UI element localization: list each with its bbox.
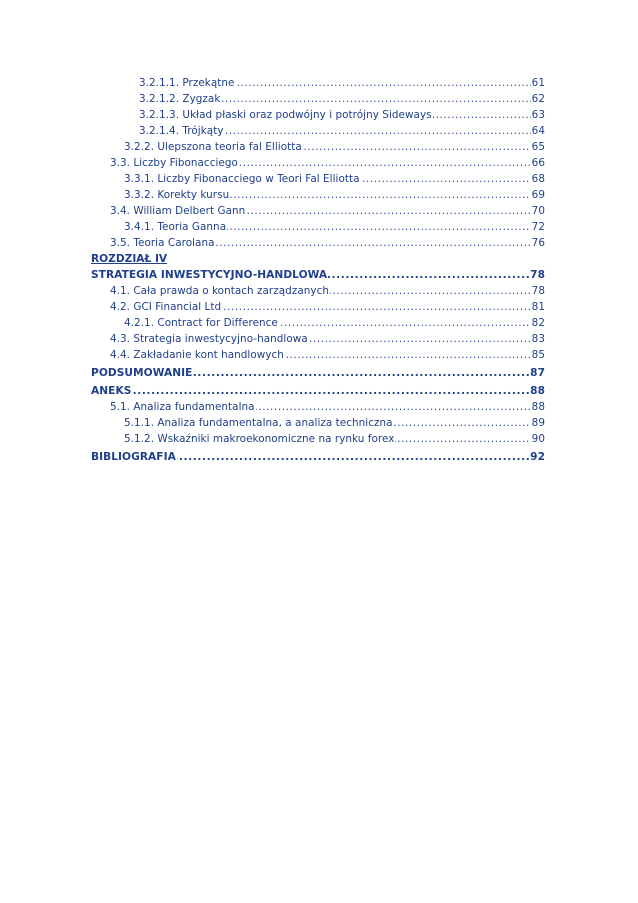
- toc-entry-3-4-1[interactable]: [124, 220, 545, 234]
- toc-entry-page: 82: [531, 317, 545, 329]
- toc-entry-3-5[interactable]: [110, 236, 545, 250]
- toc-entry-strategia[interactable]: [91, 268, 545, 282]
- toc-entry-title: ANEKS: [91, 385, 132, 397]
- toc-entry-page: 78: [531, 285, 545, 297]
- toc-chapter-heading[interactable]: [91, 252, 167, 266]
- toc-entry-page: 90: [531, 433, 545, 445]
- toc-entry-title: 3.2.1.2. Zygzak: [139, 93, 221, 105]
- toc-entry-3-2-1-3[interactable]: [139, 108, 545, 122]
- toc-entry-4-3[interactable]: [110, 332, 545, 346]
- toc-entry-title: 4.4. Zakładanie kont handlowych: [110, 349, 284, 361]
- toc-entry-title: BIBLIOGRAFIA: [91, 451, 176, 463]
- toc-entry-title: 4.2. GCI Financial Ltd: [110, 301, 222, 313]
- toc-entry-page: 89: [531, 417, 545, 429]
- toc-entry-title: 5.1.1. Analiza fundamentalna, a analiza techniczna: [124, 417, 393, 429]
- toc-entry-title: 4.3. Strategia inwestycyjno-handlowa: [110, 333, 308, 345]
- toc-entry-bibliografia[interactable]: [91, 450, 545, 464]
- toc-entry-title: 3.3.1. Liczby Fibonacciego w Teori Fal Elliotta: [124, 173, 360, 185]
- toc-entry-5-1[interactable]: [110, 400, 545, 414]
- toc-entry-page: 70: [531, 205, 545, 217]
- toc-entry-title: 3.2.2. Ulepszona teoria fal Elliotta: [124, 141, 302, 153]
- toc-entry-page: 88: [530, 385, 545, 397]
- toc-entry-page: 72: [531, 221, 545, 233]
- toc-entry-page: 63: [531, 109, 545, 121]
- toc-entry-title: ROZDZIAŁ IV: [91, 253, 168, 265]
- toc-entry-title: STRATEGIA INWESTYCYJNO-HANDLOWA: [91, 269, 328, 281]
- toc-entry-title: 4.1. Cała prawda o kontach zarządzanych: [110, 285, 329, 297]
- toc-entry-title: 5.1.2. Wskaźniki makroekonomiczne na rynku forex: [124, 433, 395, 445]
- toc-entry-page: 81: [531, 301, 545, 313]
- toc-entry-3-3-1[interactable]: [124, 172, 545, 186]
- toc-entry-3-3-2[interactable]: [124, 188, 545, 202]
- toc-entry-title: 3.4. William Delbert Gann: [110, 205, 246, 217]
- toc-entry-3-4[interactable]: [110, 204, 545, 218]
- toc-entry-page: 64: [531, 125, 545, 137]
- toc-entry-4-2-1[interactable]: [124, 316, 545, 330]
- toc-entry-3-2-1-4[interactable]: [139, 124, 545, 138]
- toc-entry-4-4[interactable]: [110, 348, 545, 362]
- toc-entry-page: 83: [531, 333, 545, 345]
- toc-entry-title: PODSUMOWANIE: [91, 367, 193, 379]
- toc-entry-page: 78: [530, 269, 545, 281]
- toc-entry-4-1[interactable]: [110, 284, 545, 298]
- toc-entry-page: 85: [531, 349, 545, 361]
- toc-entry-page: 92: [530, 451, 545, 463]
- toc-entry-page: 87: [530, 367, 545, 379]
- toc-entry-page: 61: [531, 77, 545, 89]
- toc-entry-3-2-2[interactable]: [124, 140, 545, 154]
- toc-entry-4-2[interactable]: [110, 300, 545, 314]
- toc-entry-page: 65: [531, 141, 545, 153]
- toc-entry-title: 3.2.1.1. Przekątne: [139, 77, 235, 89]
- toc-entry-podsumowanie[interactable]: [91, 366, 545, 380]
- toc-entry-title: 3.5. Teoria Carolana: [110, 237, 215, 249]
- toc-entry-title: 3.2.1.3. Układ płaski oraz podwójny i potrójny Sideways: [139, 109, 432, 121]
- toc-entry-3-3[interactable]: [110, 156, 545, 170]
- toc-entry-title: 3.3. Liczby Fibonacciego: [110, 157, 238, 169]
- toc-entry-page: 66: [531, 157, 545, 169]
- toc-entry-aneks[interactable]: [91, 384, 545, 398]
- toc-entry-title: 3.3.2. Korekty kursu: [124, 189, 230, 201]
- toc-entry-page: 88: [531, 401, 545, 413]
- toc-entry-3-2-1-1[interactable]: [139, 76, 545, 90]
- toc-entry-page: 69: [531, 189, 545, 201]
- toc-entry-title: 3.2.1.4. Trójkąty: [139, 125, 224, 137]
- toc-entry-page: 68: [531, 173, 545, 185]
- toc-entry-title: 3.4.1. Teoria Ganna: [124, 221, 227, 233]
- toc-entry-page: 62: [531, 93, 545, 105]
- toc-entry-5-1-1[interactable]: [124, 416, 545, 430]
- toc-entry-page: 76: [531, 237, 545, 249]
- toc-entry-title: 5.1. Analiza fundamentalna: [110, 401, 255, 413]
- toc-entry-5-1-2[interactable]: [124, 432, 545, 446]
- toc-entry-3-2-1-2[interactable]: [139, 92, 545, 106]
- toc-entry-title: 4.2.1. Contract for Difference: [124, 317, 278, 329]
